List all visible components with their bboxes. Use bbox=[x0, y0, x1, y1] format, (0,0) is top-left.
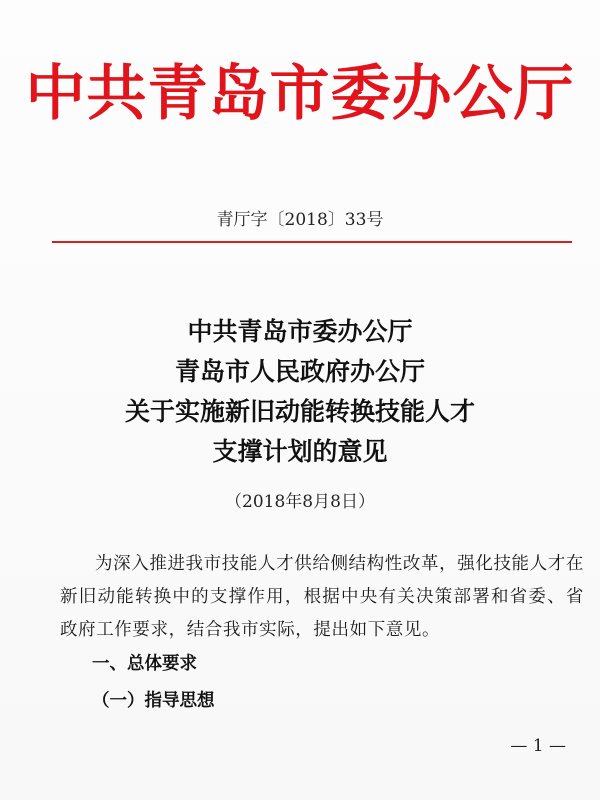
title-line: 青岛市人民政府办公厅 bbox=[174, 357, 425, 386]
title-line: 支撑计划的意见 bbox=[212, 437, 388, 466]
body-paragraph: 为深入推进我市技能人才供给侧结构性改革，强化技能人才在新旧动能转换中的支撑作用，根据中央有关决策部署和省委、省政府工作要求，结合我市实际，提出如下意见。 bbox=[60, 554, 584, 640]
document-title bbox=[0, 312, 600, 472]
section-heading: 一、总体要求 bbox=[92, 654, 197, 674]
masthead-title: 中共青岛市委办公厅 bbox=[25, 59, 575, 129]
document-number: 青厅字〔2018〕33号 bbox=[216, 210, 384, 230]
title-line: 中共青岛市委办公厅 bbox=[187, 317, 413, 346]
red-divider-line bbox=[52, 241, 572, 243]
page-number: — 1 — bbox=[510, 736, 566, 756]
title-line: 关于实施新旧动能转换技能人才 bbox=[124, 397, 475, 426]
subsection-heading: （一）指导思想 bbox=[92, 691, 215, 711]
document-date: （2018年8月8日） bbox=[225, 492, 375, 512]
